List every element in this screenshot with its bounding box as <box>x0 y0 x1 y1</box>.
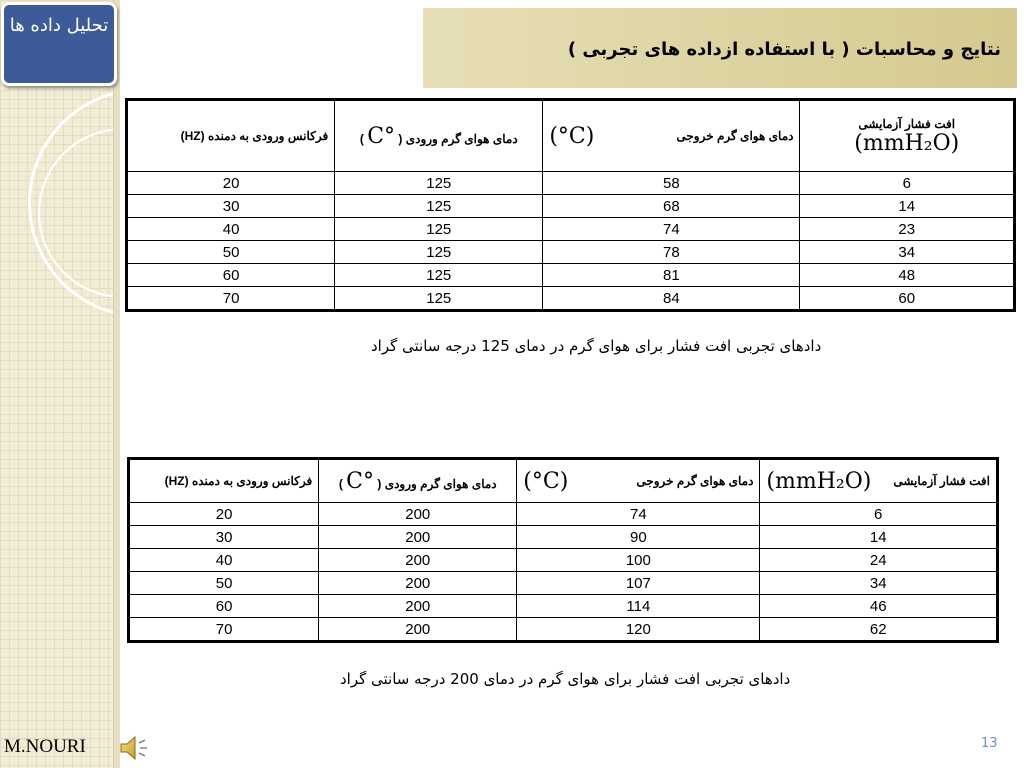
header-pressure-drop: افت فشار آزمایشی (mmH₂O) <box>760 459 998 503</box>
table-row <box>127 172 1015 195</box>
cell-drop: 60 <box>800 287 1015 311</box>
cell-outlet: 74 <box>517 503 760 526</box>
header-outlet-temp: دمای هوای گرم خروجی (°C) <box>517 459 760 503</box>
table-row <box>129 549 998 572</box>
cell-drop: 48 <box>800 264 1015 287</box>
cell-outlet: 90 <box>517 526 760 549</box>
cell-frequency: 50 <box>127 241 335 264</box>
cell-drop: 6 <box>760 503 998 526</box>
cell-frequency: 60 <box>129 595 319 618</box>
cell-drop: 46 <box>760 595 998 618</box>
section-title-box[interactable] <box>1 2 117 86</box>
cell-frequency: 70 <box>129 618 319 642</box>
cell-frequency: 50 <box>129 572 319 595</box>
cell-outlet: 78 <box>543 241 800 264</box>
cell-drop: 23 <box>800 218 1015 241</box>
author-name: M.NOURI <box>4 736 86 757</box>
table-row <box>129 572 998 595</box>
cell-drop: 24 <box>760 549 998 572</box>
cell-drop: 62 <box>760 618 998 642</box>
header-pressure-drop: افت فشار آزمایشی (mmH₂O) <box>800 100 1015 172</box>
cell-inlet: 125 <box>335 287 543 311</box>
cell-outlet: 81 <box>543 264 800 287</box>
data-table-200 <box>127 457 999 643</box>
cell-frequency: 20 <box>129 503 319 526</box>
cell-inlet: 200 <box>319 503 517 526</box>
cell-frequency: 20 <box>127 172 335 195</box>
cell-inlet: 125 <box>335 195 543 218</box>
cell-outlet: 84 <box>543 287 800 311</box>
cell-inlet: 200 <box>319 549 517 572</box>
cell-frequency: 30 <box>127 195 335 218</box>
cell-inlet: 200 <box>319 572 517 595</box>
cell-frequency: 60 <box>127 264 335 287</box>
cell-outlet: 100 <box>517 549 760 572</box>
cell-drop: 34 <box>800 241 1015 264</box>
cell-drop: 14 <box>760 526 998 549</box>
sidebar-pattern <box>0 0 113 768</box>
cell-inlet: 125 <box>335 241 543 264</box>
cell-frequency: 30 <box>129 526 319 549</box>
cell-inlet: 200 <box>319 595 517 618</box>
section-title: تحلیل داده ها <box>9 15 109 36</box>
table-row <box>129 526 998 549</box>
slide-number: 13 <box>981 736 998 751</box>
cell-inlet: 200 <box>319 618 517 642</box>
cell-drop: 34 <box>760 572 998 595</box>
table-row <box>127 287 1015 311</box>
header-outlet-temp: دمای هوای گرم خروجی (°C) <box>543 100 800 172</box>
cell-outlet: 68 <box>543 195 800 218</box>
table2-caption: دادهای تجربی افت فشار برای هوای گرم در دمای 200 درجه سانتی گراد <box>340 670 791 688</box>
header-bar <box>423 8 1017 88</box>
data-table-125 <box>125 98 1016 312</box>
table-header-row <box>127 100 1015 172</box>
cell-drop: 14 <box>800 195 1015 218</box>
sidebar-edge <box>113 0 120 768</box>
table-row <box>127 264 1015 287</box>
table-row <box>127 195 1015 218</box>
slide-title: نتایج و محاسبات ( با استفاده ازداده های تجربی ) <box>567 39 1001 60</box>
header-inlet-temp: دمای هوای گرم ورودی ( °C ) <box>335 100 543 172</box>
table-row <box>129 618 998 642</box>
cell-inlet: 200 <box>319 526 517 549</box>
table-row <box>129 503 998 526</box>
table1-caption: دادهای تجربی افت فشار برای هوای گرم در دمای 125 درجه سانتی گراد <box>371 337 822 355</box>
cell-outlet: 114 <box>517 595 760 618</box>
cell-inlet: 125 <box>335 218 543 241</box>
cell-frequency: 70 <box>127 287 335 311</box>
cell-outlet: 58 <box>543 172 800 195</box>
cell-inlet: 125 <box>335 172 543 195</box>
cell-frequency: 40 <box>127 218 335 241</box>
speaker-icon[interactable] <box>118 733 152 763</box>
table-row <box>127 241 1015 264</box>
header-frequency: فرکانس ورودی به دمنده (HZ) <box>127 100 335 172</box>
cell-frequency: 40 <box>129 549 319 572</box>
table-header-row <box>129 459 998 503</box>
table-row <box>127 218 1015 241</box>
cell-outlet: 120 <box>517 618 760 642</box>
header-frequency: فرکانس ورودی به دمنده (HZ) <box>129 459 319 503</box>
cell-outlet: 74 <box>543 218 800 241</box>
cell-drop: 6 <box>800 172 1015 195</box>
cell-outlet: 107 <box>517 572 760 595</box>
header-inlet-temp: دمای هوای گرم ورودی ( °C ) <box>319 459 517 503</box>
cell-inlet: 125 <box>335 264 543 287</box>
table-row <box>129 595 998 618</box>
